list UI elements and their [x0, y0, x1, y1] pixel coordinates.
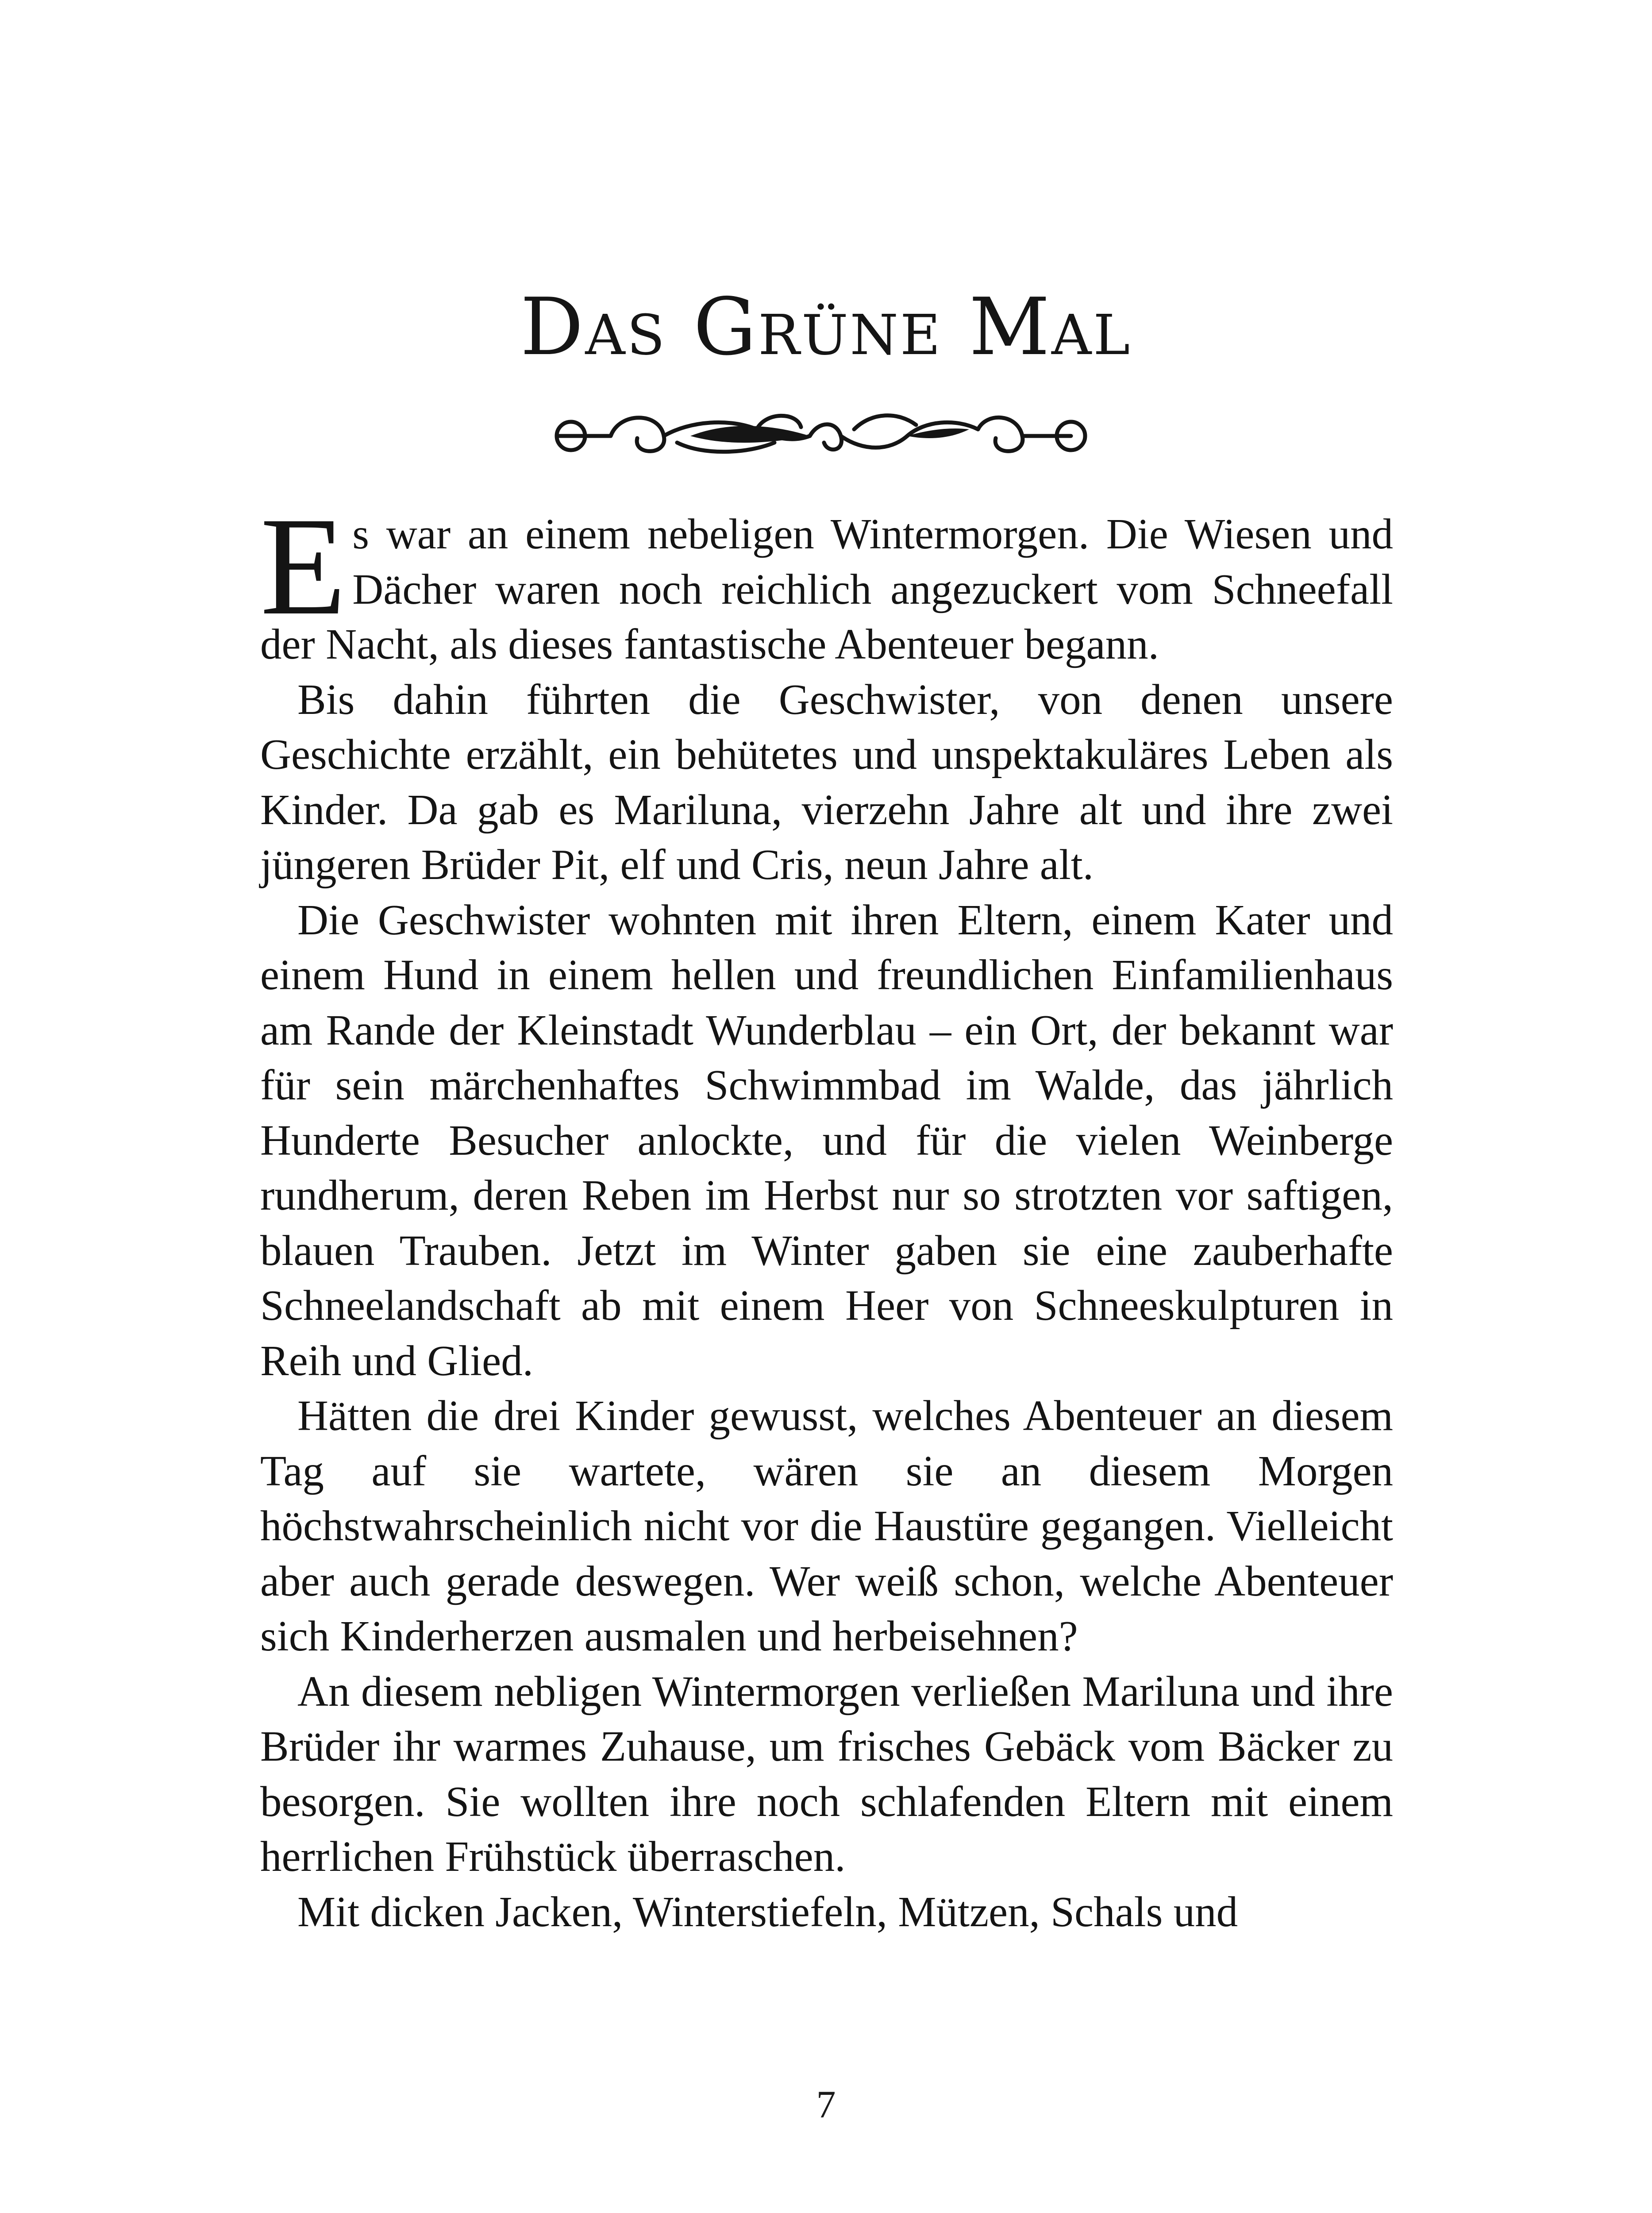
- paragraph: Mit dicken Jacken, Winterstiefeln, Mützen, Schals und: [297, 1888, 1238, 1935]
- paragraph: Hätten die drei Kinder gewusst, welches Abenteuer an diesem Tag auf sie wartete, wären sie an diesem Morgen höchstwahrscheinlich nicht vor die Haustüre gegangen. Vielleicht aber auch gerade deswegen. Wer weiß schon, welche Abenteuer sich Kinderherzen ausmalen und herbeisehnen?: [260, 1392, 1393, 1660]
- paragraph: [260, 488, 1393, 672]
- page-number: 7: [816, 2083, 836, 2126]
- flourish-divider-icon: [544, 394, 1097, 474]
- chapter-body: [260, 488, 1393, 1939]
- chapter-title-text: Das Grüne Mal: [520, 281, 1132, 373]
- chapter-title: [0, 281, 1652, 373]
- drop-cap: E: [260, 488, 347, 644]
- paragraph: Bis dahin führten die Geschwister, von denen unsere Geschichte erzählt, ein behütetes und unspektakuläres Leben als Kinder. Da gab es Mariluna, vierzehn Jahre alt und ihre zwei jüngeren Brüder Pit, elf und Cris, neun Jahre alt.: [260, 675, 1393, 888]
- paragraph-text: s war an einem nebeligen Wintermorgen. Die Wiesen und Dächer waren noch reichlich angezuckert vom Schneefall der Nacht, als dieses fantastische Abenteuer begann.: [260, 510, 1393, 668]
- paragraph: Die Geschwister wohnten mit ihren Eltern, einem Kater und einem Hund in einem hellen und freundlichen Einfamilienhaus am Rande der Kleinstadt Wunderblau – ein Ort, der bekannt war für sein märchenhaftes Schwimmbad im Walde, das jährlich Hunderte Besucher anlockte, und für die vielen Weinberge rundherum, deren Reben im Herbst nur so strotzten vor saftigen, blauen Trauben. Jetzt im Winter gaben sie eine zauberhafte Schneelandschaft ab mit einem Heer von Schneeskulpturen in Reih und Glied.: [260, 896, 1393, 1384]
- paragraph: An diesem nebligen Wintermorgen verließen Mariluna und ihre Brüder ihr warmes Zuhause, um frisches Gebäck vom Bäcker zu besorgen. Sie wollten ihre noch schlafenden Eltern mit einem herrlichen Frühstück überraschen.: [260, 1667, 1393, 1880]
